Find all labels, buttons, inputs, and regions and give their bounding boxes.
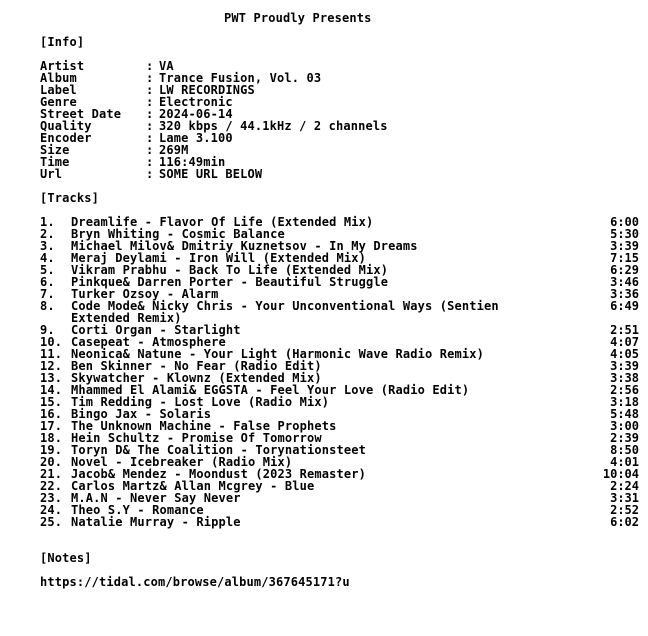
- track-number: 20.: [40, 455, 63, 469]
- track-number: 24.: [40, 503, 63, 517]
- header-title: PWT Proudly Presents: [224, 11, 372, 25]
- track-number: 14.: [40, 383, 63, 397]
- info-key: Quality: [40, 119, 92, 133]
- info-value: Trance Fusion, Vol. 03: [159, 71, 322, 85]
- track-duration: 10:04: [602, 467, 639, 481]
- track-duration: 6:00: [610, 215, 639, 229]
- track-duration: 6:02: [610, 515, 639, 529]
- track-duration: 3:18: [610, 395, 639, 409]
- track-title: Hein Schultz - Promise Of Tomorrow: [71, 431, 322, 445]
- track-title: Code Mode& Nicky Chris - Your Unconventional Ways (Sentien: [71, 299, 499, 313]
- track-duration: 7:15: [610, 251, 639, 265]
- track-number: 18.: [40, 431, 63, 445]
- track-duration: 3:38: [610, 371, 639, 385]
- notes-heading: [Notes]: [40, 551, 92, 565]
- info-key: Artist: [40, 59, 85, 73]
- track-title: Meraj Deylami - Iron Will (Extended Mix): [71, 251, 366, 265]
- track-duration: 4:05: [610, 347, 639, 361]
- info-value: 320 kbps / 44.1kHz / 2 channels: [159, 119, 388, 133]
- track-duration: 2:52: [610, 503, 639, 517]
- track-title: Vikram Prabhu - Back To Life (Extended Mix): [71, 263, 389, 277]
- info-key: Label: [40, 83, 77, 97]
- track-title: Jacob& Mendez - Moondust (2023 Remaster): [71, 467, 366, 481]
- info-key: Street Date: [40, 107, 122, 121]
- track-number: 3.: [40, 239, 55, 253]
- info-value: 116:49min: [159, 155, 226, 169]
- info-separator: :: [146, 119, 154, 133]
- info-separator: :: [146, 131, 154, 145]
- track-duration: 3:39: [610, 239, 639, 253]
- track-title: Natalie Murray - Ripple: [71, 515, 241, 529]
- info-separator: :: [146, 107, 154, 121]
- info-separator: :: [146, 143, 154, 157]
- info-value: LW RECORDINGS: [159, 83, 255, 97]
- track-duration: 6:29: [610, 263, 639, 277]
- track-duration: 3:36: [610, 287, 639, 301]
- track-title: Toryn D& The Coalition - Torynationsteet: [71, 443, 366, 457]
- info-key: Genre: [40, 95, 77, 109]
- track-number: 15.: [40, 395, 63, 409]
- track-number: 25.: [40, 515, 63, 529]
- info-key: Album: [40, 71, 77, 85]
- track-number: 11.: [40, 347, 63, 361]
- track-number: 10.: [40, 335, 63, 349]
- track-title: Skywatcher - Klownz (Extended Mix): [71, 371, 322, 385]
- track-row: [40, 516, 241, 528]
- track-duration: 8:50: [610, 443, 639, 457]
- track-title: Dreamlife - Flavor Of Life (Extended Mix): [71, 215, 374, 229]
- track-duration: 4:07: [610, 335, 639, 349]
- track-duration: 2:39: [610, 431, 639, 445]
- track-title: Neonica& Natune - Your Light (Harmonic Wave Radio Remix): [71, 347, 484, 361]
- tracks-heading: [Tracks]: [40, 191, 99, 205]
- info-value: Lame 3.100: [159, 131, 233, 145]
- track-number: 19.: [40, 443, 63, 457]
- info-key: Url: [40, 167, 63, 181]
- track-title: Tim Redding - Lost Love (Radio Mix): [71, 395, 330, 409]
- info-separator: :: [146, 155, 154, 169]
- track-title: Bingo Jax - Solaris: [71, 407, 212, 421]
- track-title: Casepeat - Atmosphere: [71, 335, 226, 349]
- track-title-continuation: Extended Remix): [71, 311, 182, 325]
- track-number: 5.: [40, 263, 55, 277]
- track-number: 13.: [40, 371, 63, 385]
- track-duration: 3:46: [610, 275, 639, 289]
- track-duration: 3:31: [610, 491, 639, 505]
- track-duration: 2:51: [610, 323, 639, 337]
- track-duration: 6:49: [610, 299, 639, 313]
- info-separator: :: [146, 167, 154, 181]
- track-number: 16.: [40, 407, 63, 421]
- info-row-url: [40, 168, 262, 180]
- track-title: Turker Ozsoy - Alarm: [71, 287, 219, 301]
- info-separator: :: [146, 59, 154, 73]
- track-number: 9.: [40, 323, 55, 337]
- track-title: Michael Milov& Dmitriy Kuznetsov - In My Dreams: [71, 239, 418, 253]
- track-title: The Unknown Machine - False Prophets: [71, 419, 337, 433]
- track-title: Pinkque& Darren Porter - Beautiful Struggle: [71, 275, 389, 289]
- track-number: 17.: [40, 419, 63, 433]
- info-key: Size: [40, 143, 70, 157]
- track-title: Corti Organ - Starlight: [71, 323, 241, 337]
- track-title: Theo S.Y - Romance: [71, 503, 204, 517]
- track-duration: 5:30: [610, 227, 639, 241]
- info-value: Electronic: [159, 95, 233, 109]
- track-number: 21.: [40, 467, 63, 481]
- info-value: SOME URL BELOW: [159, 167, 263, 181]
- track-duration: 2:56: [610, 383, 639, 397]
- track-duration: 3:39: [610, 359, 639, 373]
- notes-url: https://tidal.com/browse/album/367645171?u: [40, 575, 350, 589]
- track-number: 1.: [40, 215, 55, 229]
- track-number: 7.: [40, 287, 55, 301]
- track-title: Carlos Martz& Allan Mcgrey - Blue: [71, 479, 315, 493]
- track-number: 22.: [40, 479, 63, 493]
- track-title: Bryn Whiting - Cosmic Balance: [71, 227, 285, 241]
- info-separator: :: [146, 83, 154, 97]
- info-key: Time: [40, 155, 70, 169]
- info-heading: [Info]: [40, 35, 85, 49]
- track-number: 8.: [40, 299, 55, 313]
- track-title: Novel - Icebreaker (Radio Mix): [71, 455, 293, 469]
- track-title: Mhammed El Alami& EGGSTA - Feel Your Love (Radio Edit): [71, 383, 470, 397]
- track-duration: 2:24: [610, 479, 639, 493]
- track-number: 4.: [40, 251, 55, 265]
- info-separator: :: [146, 95, 154, 109]
- track-duration: 4:01: [610, 455, 639, 469]
- track-title: M.A.N - Never Say Never: [71, 491, 241, 505]
- track-number: 23.: [40, 491, 63, 505]
- info-value: 2024-06-14: [159, 107, 233, 121]
- track-number: 2.: [40, 227, 55, 241]
- info-value: VA: [159, 59, 174, 73]
- info-key: Encoder: [40, 131, 92, 145]
- info-value: 269M: [159, 143, 189, 157]
- track-title: Ben Skinner - No Fear (Radio Edit): [71, 359, 322, 373]
- info-separator: :: [146, 71, 154, 85]
- track-duration: 5:48: [610, 407, 639, 421]
- track-duration: 3:00: [610, 419, 639, 433]
- track-number: 6.: [40, 275, 55, 289]
- track-number: 12.: [40, 359, 63, 373]
